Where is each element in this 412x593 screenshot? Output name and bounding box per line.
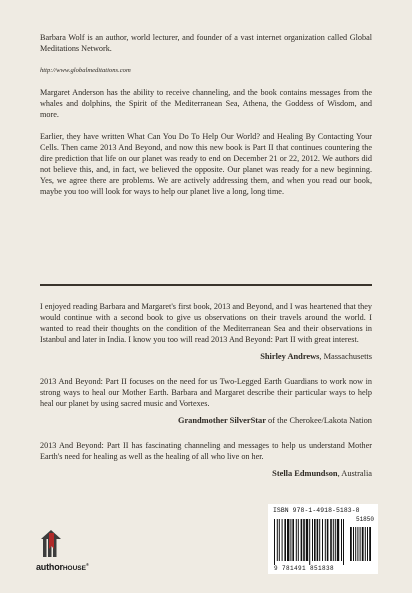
barcode-bar bbox=[343, 519, 344, 565]
barcode-bar bbox=[277, 519, 278, 561]
isbn-text: ISBN 978-1-4918-5183-8 bbox=[273, 507, 360, 514]
barcode-bar bbox=[292, 519, 294, 561]
price-code: 51850 bbox=[355, 516, 374, 523]
barcode-bar bbox=[282, 519, 283, 561]
registered-mark: ® bbox=[85, 562, 89, 567]
barcode-bar bbox=[287, 519, 289, 561]
review-attribution bbox=[40, 468, 372, 479]
barcode-bar bbox=[355, 527, 356, 561]
barcode-bar bbox=[296, 519, 297, 561]
review-text: I enjoyed reading Barbara and Margaret's first book, 2013 and Beyond, and I was heartened that they would continue with a second book to give us observations on their travels around the world. I wanted to read their thoughts on the condition of the Mediterranean Sea and their observations in Istanbul and later in India. I know you too will read 2013 And Beyond: Part II with great interest. bbox=[40, 302, 372, 344]
barcode-bar bbox=[365, 527, 366, 561]
reviewer-place: , Australia bbox=[337, 469, 372, 478]
barcode-icon bbox=[274, 519, 372, 565]
barcode-bar bbox=[279, 519, 280, 561]
barcode-bar bbox=[317, 519, 319, 561]
barcode-bar bbox=[309, 519, 310, 565]
barcode-box bbox=[268, 504, 378, 574]
bio-paragraph-1: Barbara Wolf is an author, world lecturer, and founder of a vast internet organization called Global Meditations Network. bbox=[40, 33, 372, 53]
reviews-section bbox=[40, 301, 372, 493]
barcode-bar bbox=[333, 519, 334, 561]
barcode-bar bbox=[306, 519, 308, 561]
barcode-bar bbox=[290, 519, 291, 561]
barcode-bar bbox=[362, 527, 364, 561]
barcode-bar bbox=[369, 527, 371, 561]
reviewer-name: Grandmother SilverStar bbox=[177, 416, 266, 425]
barcode-bar bbox=[337, 519, 339, 561]
section-divider bbox=[40, 284, 372, 286]
barcode-bar bbox=[301, 519, 303, 561]
barcode-bar bbox=[330, 519, 332, 561]
barcode-bar bbox=[350, 527, 352, 561]
barcode-bar bbox=[335, 519, 336, 561]
barcode-bar bbox=[314, 519, 316, 561]
barcode-bar bbox=[325, 519, 326, 561]
review-text: 2013 And Beyond: Part II focuses on the need for us Two-Legged Earth Guardians to work now in strong ways to heal our Mother Earth. Barbara and Margaret describe their particular ways to help heal our planet by using sacred music and Vortexes. bbox=[40, 377, 372, 408]
reviewer-place: , Massachusetts bbox=[319, 352, 372, 361]
website-url[interactable]: http://www.globalmeditations.com bbox=[40, 67, 131, 74]
barcode-bar bbox=[274, 519, 275, 565]
barcode-bar bbox=[341, 519, 342, 561]
ean-number: 9 781491 851838 bbox=[274, 565, 335, 572]
author-bio-section bbox=[40, 32, 372, 208]
barcode-bar bbox=[327, 519, 329, 561]
barcode-bar bbox=[284, 519, 286, 561]
review-attribution bbox=[40, 351, 372, 362]
barcode-bar bbox=[360, 527, 361, 561]
publisher-name-part1: author bbox=[36, 562, 63, 572]
bio-paragraph-2: Margaret Anderson has the ability to receive channeling, and the book contains messages from the whales and dolphins, the Spirit of the Mediterranean Sea, Athena, the Goddess of Wisdom, and more. bbox=[40, 88, 372, 119]
reviewer-place: of the Cherokee/Lakota Nation bbox=[265, 416, 372, 425]
barcode-bar bbox=[357, 527, 358, 561]
publisher-name bbox=[36, 562, 89, 572]
barcode-bar bbox=[322, 519, 323, 561]
bio-paragraph-3: Earlier, they have written What Can You Do To Help Our World? and Healing By Contacting Your Cells. Then came 2013 And Beyond, and now this new book is Part II that continues countering the dire prediction that life on our planet was ready to end on December 21 or 22, 2012. We authors did not believe this, and, in fact, we believed the opposite. Our planet was ready for a new beginning. Yes, we agree there are problems. We are actively addressing them, and when you read our book, maybe you too will look for ways to help our planet live a long, long time. bbox=[40, 132, 372, 196]
barcode-bar bbox=[353, 527, 354, 561]
barcode-bar bbox=[312, 519, 313, 561]
barcode-bar bbox=[298, 519, 299, 561]
review-attribution bbox=[40, 415, 372, 426]
logo-pillar bbox=[43, 539, 47, 557]
review-text: 2013 And Beyond: Part II has fascinating channeling and messages to help us understand Mother Earth's need for healing as well as the healing of all who live on her. bbox=[40, 441, 372, 461]
barcode-bar bbox=[303, 519, 305, 561]
barcode-bar bbox=[319, 519, 320, 561]
barcode-bar bbox=[367, 527, 368, 561]
reviewer-name: Stella Edmundson bbox=[272, 469, 338, 478]
reviewer-name: Shirley Andrews bbox=[260, 352, 320, 361]
publisher-name-part2: HOUSE bbox=[62, 565, 86, 572]
